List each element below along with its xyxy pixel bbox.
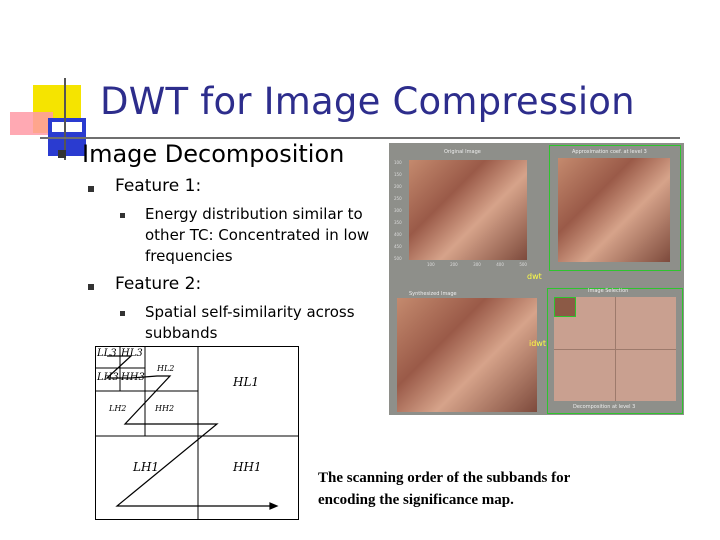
decor-white-bar <box>52 122 82 132</box>
y-tick: 450 <box>394 244 402 249</box>
decor-vertical-line <box>64 78 66 160</box>
x-tick: 300 <box>473 262 481 267</box>
approximation-frame <box>549 145 681 271</box>
y-tick: 300 <box>394 208 402 213</box>
subband-lh3: LH3 <box>97 372 119 383</box>
synthesized-label: Synthesized Image <box>409 291 457 297</box>
heading-bullet <box>58 150 66 158</box>
y-axis-ticks <box>394 160 408 260</box>
figure-caption: The scanning order of the subbands for encoding the significance map. <box>318 470 570 508</box>
subband-hh2: HH2 <box>155 404 175 413</box>
image-selection-label: Image Selection <box>588 288 629 294</box>
subband-hl3: HL3 <box>121 348 143 359</box>
subband-hl2: HL2 <box>157 364 175 373</box>
original-image <box>409 160 527 260</box>
x-tick: 200 <box>450 262 458 267</box>
feature1-text: Energy distribution similar to other TC: Concentrated in low frequencies <box>145 205 370 265</box>
original-image-label: Original Image <box>444 149 481 155</box>
y-tick: 100 <box>394 160 402 165</box>
dwt-label: dwt <box>527 272 542 281</box>
approximation-image <box>558 158 670 262</box>
feature1-label: Feature 1: <box>115 176 202 196</box>
synthesized-image <box>397 298 537 412</box>
feature1-bullet <box>88 186 94 192</box>
subband-hh3: HH3 <box>121 372 145 383</box>
y-tick: 400 <box>394 232 402 237</box>
subband-hl1: HL1 <box>233 375 260 389</box>
decomposition-image <box>554 297 676 401</box>
y-tick: 150 <box>394 172 402 177</box>
ll3-thumbnail <box>554 297 576 317</box>
feature2-text: Spatial self-similarity across subbands <box>145 303 355 342</box>
subband-diagram <box>95 346 300 521</box>
x-axis-ticks <box>427 262 527 267</box>
x-tick: 500 <box>519 262 527 267</box>
idwt-label: idwt <box>529 339 546 348</box>
x-tick: 400 <box>496 262 504 267</box>
approximation-label: Approximation coef. at level 3 <box>572 149 647 155</box>
subband-hh1: HH1 <box>233 460 262 474</box>
feature2-label: Feature 2: <box>115 274 202 294</box>
feature2-bullet <box>88 284 94 290</box>
subband-lh1: LH1 <box>133 460 160 474</box>
feature2-sub-bullet <box>120 311 125 316</box>
title-underline <box>40 137 680 139</box>
wavelet-figure <box>389 143 684 415</box>
y-tick: 350 <box>394 220 402 225</box>
y-tick: 500 <box>394 256 402 261</box>
subband-divider <box>554 349 676 350</box>
subband-ll3: LL3 <box>97 348 117 359</box>
feature1-sub-bullet <box>120 213 125 218</box>
decomposition-frame <box>547 288 683 414</box>
y-tick: 250 <box>394 196 402 201</box>
decomposition-label: Decomposition at level 3 <box>573 404 636 410</box>
section-heading: Image Decomposition <box>82 140 345 168</box>
slide-title: DWT for Image Compression <box>100 80 635 123</box>
y-tick: 200 <box>394 184 402 189</box>
subband-lh2: LH2 <box>109 404 127 413</box>
decor-red-square <box>10 112 53 135</box>
x-tick: 100 <box>427 262 435 267</box>
